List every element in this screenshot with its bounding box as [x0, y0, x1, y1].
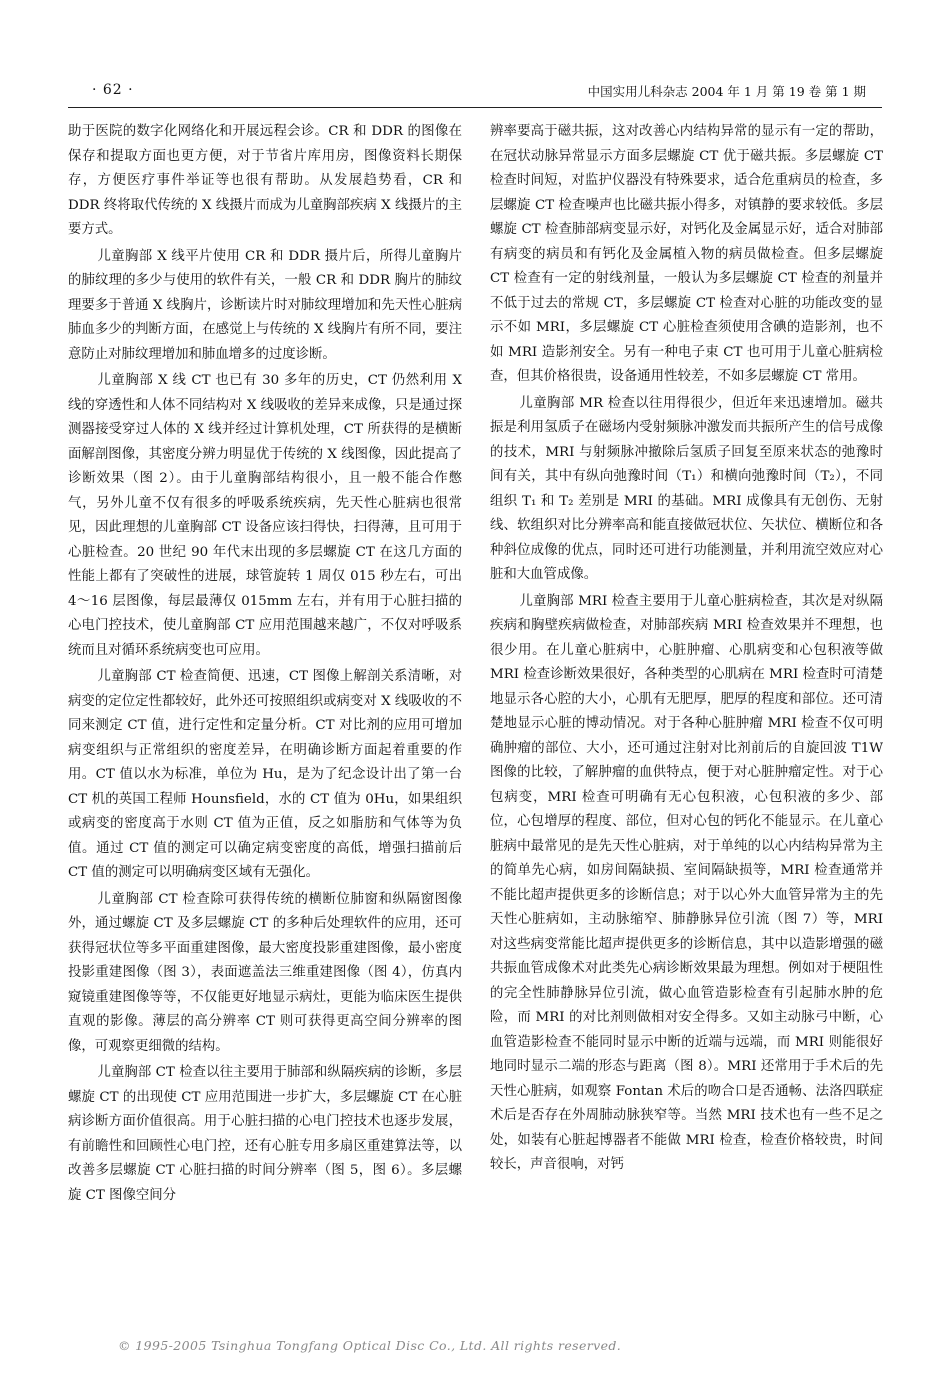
page-header	[0, 82, 950, 104]
copyright-footer: © 1995-2005 Tsinghua Tongfang Optical Disc Co., Ltd. All rights reserved.	[118, 1338, 622, 1353]
paragraph: 儿童胸部 MR 检查以往用得很少，但近年来迅速增加。磁共振是利用氢质子在磁场内受射频脉冲激发而共振所产生的信号成像的技术，MRI 与射频脉冲撤除后氢质子回复至原来状态的弛豫时间有关，其中有纵向弛豫时间（T₁）和横向弛豫时间（T₂），不同组织 T₁ 和 T₂ 差别是 MRI 的基础。MRI 成像具有无创伤、无射线、软组织对比分辨率高和能直接做冠状位、矢状位、横断位和各种斜位成像的优点，同时还可进行功能测量，并利用流空效应对心脏和大血管成像。	[490, 395, 883, 582]
paragraph: 儿童胸部 CT 检查除可获得传统的横断位肺窗和纵隔窗图像外，通过螺旋 CT 及多层螺旋 CT 的多种后处理软件的应用，还可获得冠状位等多平面重建图像，最大密度投影重建图像，最小密度投影重建图像（图 3），表面遮盖法三维重建图像（图 4），仿真内窥镜重建图像等等，不仅能更好地显示病灶，更能为临床医生提供直观的影像。薄层的高分辨率 CT 则可获得更高空间分辨率的图像，可观察更细微的结构。	[68, 891, 462, 1054]
paragraph: 儿童胸部 CT 检查以往主要用于肺部和纵隔疾病的诊断，多层螺旋 CT 的出现使 CT 应用范围进一步扩大，多层螺旋 CT 在心脏病诊断方面价值很高。用于心脏扫描的心电门控技术也逐步发展，有前瞻性和回顾性心电门控，还有心脏专用多扇区重建算法等，以改善多层螺旋 CT 心脏扫描的时间分辨率（图 5，图 6）。多层螺旋 CT 图像空间分	[68, 1065, 462, 1203]
paragraph: 儿童胸部 X 线平片使用 CR 和 DDR 摄片后，所得儿童胸片的肺纹理的多少与使用的软件有关，一般 CR 和 DDR 胸片的肺纹理要多于普通 X 线胸片，诊断读片时对肺纹理增加和先天性心脏病肺血多少的判断方面，在感觉上与传统的 X 线胸片有所不同，要注意防止对肺纹理增加和肺血增多的过度诊断。	[68, 248, 462, 362]
paragraph: 儿童胸部 X 线 CT 也已有 30 多年的历史，CT 仍然利用 X 线的穿透性和人体不同结构对 X 线吸收的差异来成像，只是通过探测器接受穿过人体的 X 线并经过计算机处理，CT 所获得的是横断面解剖图像，其密度分辨力明显优于传统的 X 线图像，因此提高了诊断效果（图 2）。由于儿童胸部结构很小，且一般不能合作憋气，另外儿童不仅有很多的呼吸系统疾病，先天性心脏病也很常见，因此理想的儿童胸部 CT 设备应该扫得快，扫得薄，且可用于心脏检查。20 世纪 90 年代末出现的多层螺旋 CT 在这几方面的性能上都有了突破性的进展，球管旋转 1 周仅 015 秒左右，可出 4～16 层图像，每层最薄仅 015mm 左右，并有用于心脏扫描的心电门控技术，使儿童胸部 CT 应用范围越来越广，不仅对呼吸系统而且对循环系统病变也可应用。	[68, 373, 462, 658]
right-column	[490, 120, 883, 1180]
left-column	[68, 120, 462, 1210]
journal-citation: 中国实用儿科杂志 2004 年 1 月 第 19 卷 第 1 期	[587, 84, 866, 99]
paragraph: 辨率要高于磁共振，这对改善心内结构异常的显示有一定的帮助，在冠状动脉异常显示方面多层螺旋 CT 优于磁共振。多层螺旋 CT 检查时间短，对监护仪器没有特殊要求，适合危重病员的检查，多层螺旋 CT 检查噪声也比磁共振小得多，对镇静的要求较低。多层螺旋 CT 检查肺部病变显示好，对钙化及金属显示好，适合对肺部有病变的病员和有钙化及金属植入物的病员做检查。但多层螺旋 CT 检查有一定的射线剂量，一般认为多层螺旋 CT 检查的剂量并不低于过去的常规 CT，多层螺旋 CT 检查对心脏的功能改变的显示不如 MRI，多层螺旋 CT 心脏检查须使用含碘的造影剂，也不如 MRI 造影剂安全。另有一种电子束 CT 也可用于儿童心脏病检查，但其价格很贵，设备通用性较差，不如多层螺旋 CT 常用。	[490, 124, 883, 384]
paragraph: 助于医院的数字化网络化和开展远程会诊。CR 和 DDR 的图像在保存和提取方面也更方便，对于节省片库用房，图像资料长期保存，方便医疗事件举证等也很有帮助。从发展趋势看，CR 和 DDR 终将取代传统的 X 线摄片而成为儿童胸部疾病 X 线摄片的主要方式。	[68, 124, 462, 237]
header-rule	[68, 107, 882, 108]
page-number: · 62 ·	[92, 82, 134, 98]
paragraph: 儿童胸部 CT 检查简便、迅速，CT 图像上解剖关系清晰，对病变的定位定性都较好，此外还可按照组织或病变对 X 线吸收的不同来测定 CT 值，进行定性和定量分析。CT 对比剂的应用可增加病变组织与正常组织的密度差异，在明确诊断方面起着重要的作用。CT 值以水为标准，单位为 Hu，是为了纪念设计出了第一台 CT 机的英国工程师 Hounsfield，水的 CT 值为 0Hu，如果组织或病变的密度高于水则 CT 值为正值，反之如脂肪和气体等为负值。通过 CT 值的测定可以确定病变密度的高低，增强扫描前后 CT 值的测定可以明确病变区域有无强化。	[68, 669, 462, 880]
paragraph: 儿童胸部 MRI 检查主要用于儿童心脏病检查，其次是对纵隔疾病和胸壁疾病做检查，对肺部疾病 MRI 检查效果并不理想，也很少用。在儿童心脏病中，心脏肿瘤、心肌病变和心包积液等做 MRI 检查诊断效果很好，各种类型的心肌病在 MRI 检查时可清楚地显示各心腔的大小，心肌有无肥厚，肥厚的程度和部位。还可清楚地显示心脏的博动情况。对于各种心脏肿瘤 MRI 检查不仅可明确肿瘤的部位、大小，还可通过注射对比剂前后的自旋回波 T1W 图像的比较，了解肿瘤的血供特点，便于对心脏肿瘤定性。对于心包病变，MRI 检查可明确有无心包积液，心包积液的多少、部位，心包增厚的程度、部位，但对心包的钙化不能显示。在儿童心脏病中最常见的是先天性心脏病，对于单纯的以心内结构异常为主的简单先心病，如房间隔缺损、室间隔缺损等，MRI 检查通常并不能比超声提供更多的诊断信息；对于以心外大血管异常为主的先天性心脏病如，主动脉缩窄、肺静脉异位引流（图 7）等，MRI 对这些病变常能比超声提供更多的诊断信息，其中以造影增强的磁共振血管成像术对此类先心病诊断效果最为理想。例如对于梗阻性的完全性肺静脉异位引流，做心血管造影检查有引起肺水肿的危险，而 MRI 的对比剂则做相对安全得多。又如主动脉弓中断，心血管造影检查不能同时显示中断的近端与远端，而 MRI 则能很好地同时显示二端的形态与距离（图 8）。MRI 还常用于手术后的先天性心脏病，如观察 Fontan 术后的吻合口是否通畅、法洛四联症术后是否存在外周肺动脉狭窄等。当然 MRI 技术也有一些不足之处，如装有心脏起博器者不能做 MRI 检查，检查价格较贵，时间较长，声音很响，对钙	[490, 593, 883, 1172]
